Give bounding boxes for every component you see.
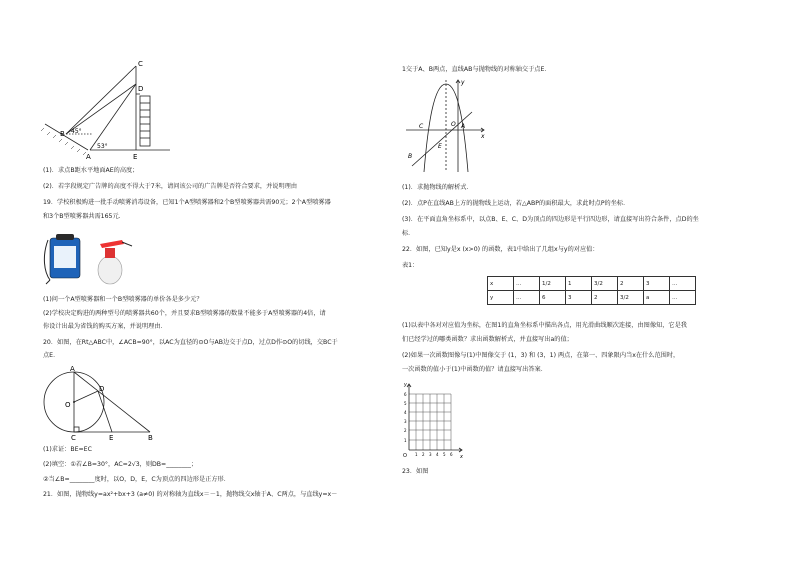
q22-part2-line2: 一次函数的值小于(1)中函数的值？请直接写出答案． [402, 366, 547, 373]
q21-part3: (3)．在平面直角坐标系中，以点B、E、C、D为顶点的四边形是平行四边形，请直接写出符合条件，点D的坐 [402, 216, 699, 223]
label-C: C [138, 60, 143, 68]
label-D: D [99, 385, 105, 393]
q22-part2-line1: (2)如果一次函数图像与(1)中图像交于 (1，3) 和 (3，1) 两点，在第一、四象限内当x在什么范围时， [402, 352, 680, 359]
q22-part1-line1: (1)以表中各对对应值为坐标，在图1的直角坐标系中描出各点，用光滑曲线顺次连接，由图像知，它是我 [402, 322, 687, 329]
label-D: D [138, 85, 144, 93]
q23-line1: 23．如图 [402, 468, 429, 475]
axis-x: x [460, 454, 463, 460]
q18-part1: (1)．求点B距水平地面AE的高度； [43, 167, 139, 174]
label-E: E [438, 143, 442, 150]
xtick: 3 [429, 452, 432, 457]
label-C: C [71, 434, 76, 442]
table-cell: 3 [644, 277, 670, 291]
label-C: C [419, 123, 424, 130]
xtick: 4 [436, 452, 439, 457]
ytick: 2 [404, 428, 407, 433]
label-A: A [461, 123, 466, 130]
table-cell: y [488, 291, 514, 305]
table-cell: a [644, 291, 670, 305]
q19-line2: 和3个B型喷雾器共需165元． [43, 213, 125, 220]
axis-x: x [481, 133, 485, 140]
q19-part1: (1)问一个A型喷雾器和一个B型喷雾器的单价各是多少元？ [43, 296, 203, 303]
q21-continued: 1交于A、B两点，直线AB与抛物线的对称轴交于点E． [402, 66, 551, 73]
ytick: 4 [404, 410, 407, 415]
q19-line1: 19．学校积极购进一批手动喷雾消毒设备，已知1个A型喷雾器和2个B型喷雾器共需90元；2个A型喷雾器 [43, 199, 331, 206]
table-cell: … [514, 277, 540, 291]
label-E: E [133, 153, 138, 161]
table-cell: … [670, 291, 696, 305]
table-cell: 2 [592, 291, 618, 305]
label-A: A [70, 365, 75, 373]
q20-line1: 20．如图，在Rt△ABC中，∠ACB=90°，以AC为直径的⊙O与AB边交于点D，过点D作⊙O的切线，交BC于 [43, 339, 338, 346]
value-table [487, 276, 696, 305]
table-cell: 3 [566, 291, 592, 305]
table-cell: 3/2 [592, 277, 618, 291]
handheld-sprayer-icon [98, 240, 132, 284]
xtick: 1 [415, 452, 418, 457]
q20-part2 [43, 461, 197, 469]
ytick: 3 [404, 419, 407, 424]
q21-part1: (1)．求抛物线的解析式． [402, 184, 473, 191]
q19-part2-line2: 你设计出最为省钱的购买方案，并说明理由． [43, 323, 167, 330]
table-cell: … [514, 291, 540, 305]
sprayer-images [42, 226, 134, 286]
label-A: A [86, 153, 91, 161]
angle-53: 53° [97, 143, 108, 150]
q20-part2-text: (2)填空：①若∠B=30°，AC=2 [43, 461, 132, 468]
xtick: 5 [443, 452, 446, 457]
axis-y: y [461, 79, 465, 86]
q20-part1: (1)求证：BE=EC [43, 446, 92, 453]
label-O: O [451, 121, 456, 128]
q21-part2: (2)．点P在直线AB上方的抛物线上运动，若△ABP的面积最大，求此时点P的坐标． [402, 200, 630, 207]
table-cell: 6 [540, 291, 566, 305]
ytick: 5 [404, 401, 407, 406]
q19-part2-line1: (2)学校决定购进的两种型号的喷雾器共60个，并且要求B型喷雾器的数量不能多于A型喷雾器的4倍，请 [43, 310, 326, 317]
figure-20-circle [40, 360, 160, 442]
q20-sqrt3: √3 [131, 461, 140, 468]
q20-line2: 点E． [43, 352, 60, 359]
label-E: E [109, 434, 114, 442]
axis-y: y [404, 382, 407, 388]
label-B: B [60, 130, 65, 138]
label-B: B [148, 434, 153, 442]
q22-part1-line2: 们已经学过的哪类函数？求出函数解析式，并直接写出a的值； [402, 336, 573, 343]
xtick: 2 [422, 452, 425, 457]
q22-line1: 22．如图，已知y是x (x>0) 的函数，表1中给出了几组x与y的对应值： [402, 246, 599, 253]
q21-line1: 21．如图，抛物线y=ax²+bx+3 (a≠0) 的对称轴为直线x＝－1，抛物线交x轴于A、C两点，与直线y=x－ [43, 491, 338, 498]
table-row [488, 291, 696, 305]
q20-part2-blank: ，则DB=________； [139, 461, 198, 468]
table-label: 表1： [402, 262, 419, 269]
label-O: O [65, 401, 71, 409]
figure-18-billboard [40, 58, 180, 162]
xtick: 6 [450, 452, 453, 457]
angle-45: 45° [71, 128, 82, 135]
ytick: 1 [404, 438, 407, 443]
table-cell: 1/2 [540, 277, 566, 291]
table-cell: x [488, 277, 514, 291]
table-cell: … [670, 277, 696, 291]
table-row [488, 277, 696, 291]
backpack-sprayer-icon [44, 234, 80, 284]
q18-part2: (2)．若字段规定广告牌的高度不得大于7米，请问该公司的广告牌是否符合要求，并说明理由 [43, 183, 298, 190]
figure-21-parabola [404, 74, 488, 174]
ytick: 6 [404, 392, 407, 397]
q20-part3: ②当∠B=________度时，以O，D，E，C为顶点的四边形是正方形． [43, 476, 230, 483]
label-B: B [408, 153, 413, 160]
figure-22-grid [402, 380, 468, 460]
origin-O: O [403, 453, 407, 459]
table-cell: 1 [566, 277, 592, 291]
table-cell: 3/2 [618, 291, 644, 305]
table-cell: 2 [618, 277, 644, 291]
q21-part3-cont: 标． [402, 230, 415, 237]
